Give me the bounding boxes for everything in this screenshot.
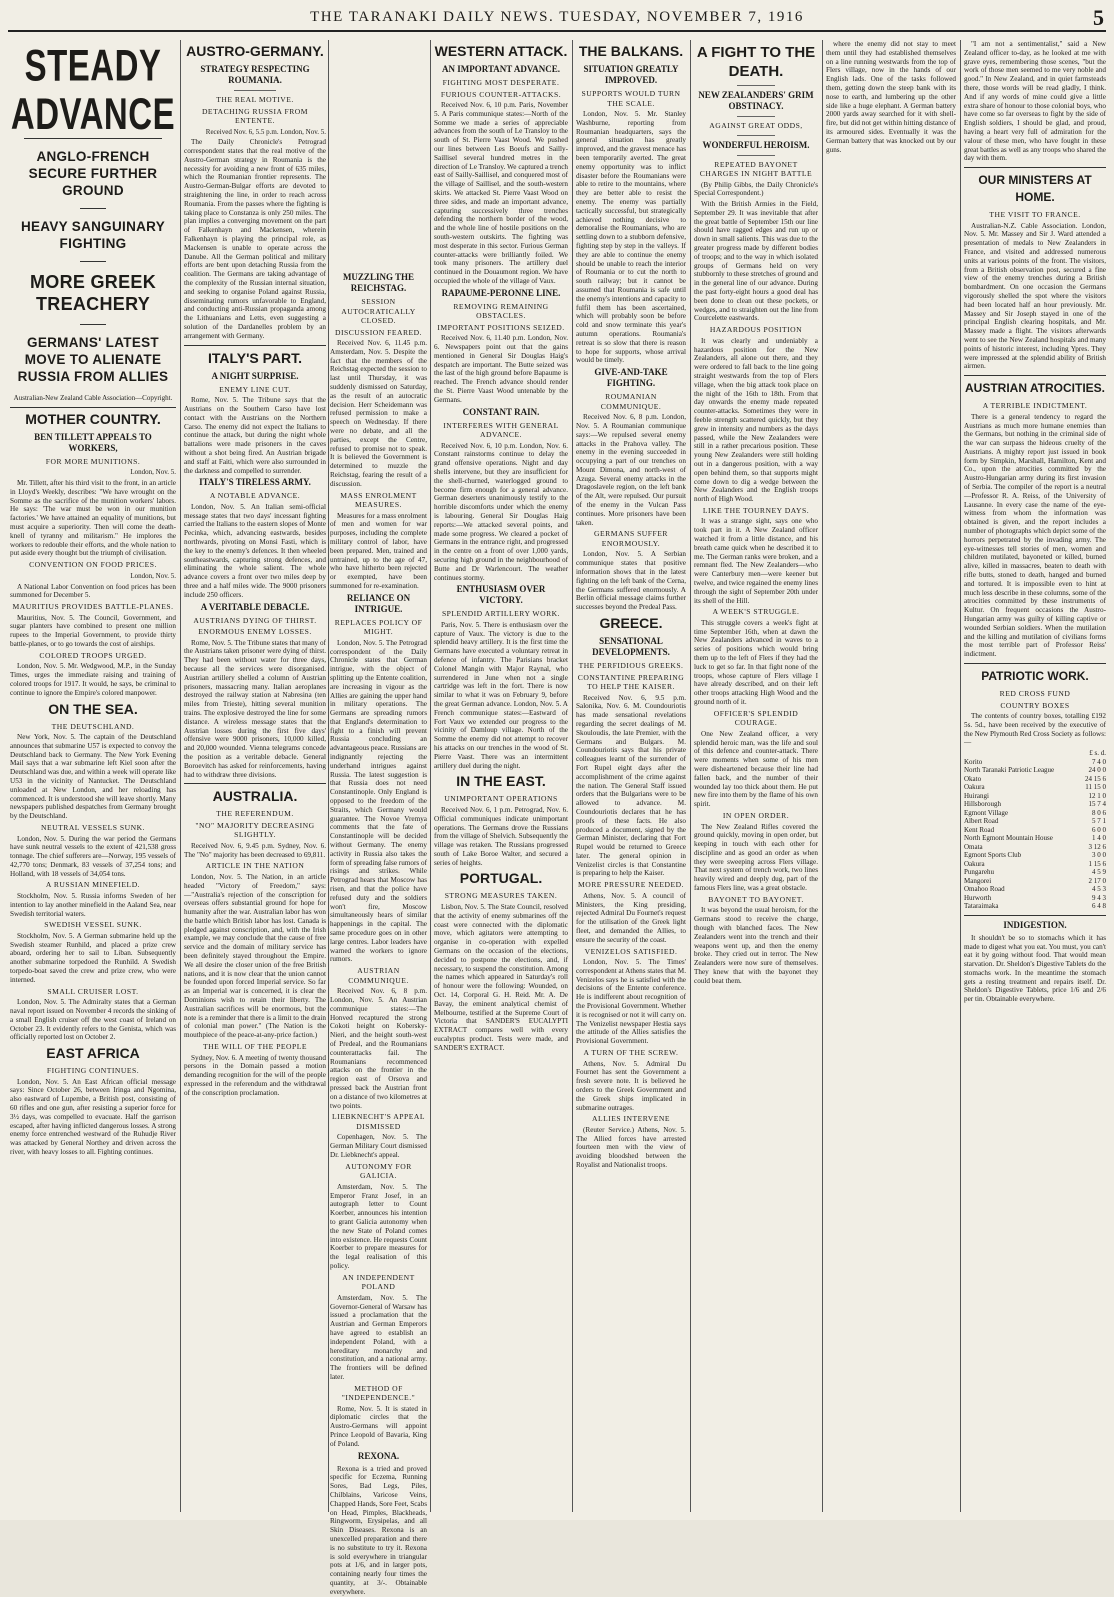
fund-amount: 3 0 0 [1092, 851, 1106, 860]
headline-australia: AUSTRALIA. [212, 788, 298, 805]
fund-row [964, 894, 1106, 903]
headline-greece: GREECE. [599, 615, 663, 632]
fund-amount: 7 4 0 [1092, 757, 1106, 766]
headline-reichstag: MUZZLING THE REICHSTAG. [342, 272, 415, 293]
headline-fight-to-death: A FIGHT TO THE DEATH. [696, 44, 816, 80]
masthead-title: THE TARANAKI DAILY NEWS. TUESDAY, NOVEMBER 7, 1916 [310, 9, 804, 25]
headline-nation-article: ARTICLE IN THE NATION [205, 861, 305, 871]
headline-red-cross: RED CROSS FUND [999, 689, 1071, 699]
headline-portugal: PORTUGAL. [459, 870, 543, 887]
article-text: London, Nov. 5. The Admiralty states that a German naval report issued on November 4 records the sinking of a small English cruiser off the west coast of Ireland on October 23. It evidently refers to the Genista, which was officially reported lost on October 2. [10, 998, 176, 1042]
headline-important-advance: AN IMPORTANT ADVANCE. [442, 64, 560, 74]
headline-unimportant-ops: UNIMPORTANT OPERATIONS [444, 794, 558, 804]
headline-notable-advance: A NOTABLE ADVANCE. [209, 491, 301, 501]
article-text: It was clearly and undeniably a hazardous position for the New Zealanders, all alone out there, and they were ordered to fall back to the line going straight westwards from the top of Flers village, when the big attack took place on the night of the 16th to 18th. From that day onwards the enemy made repeated counter-attacks. Sometimes they were in feeble strength scattered quickly, but they grew in intensity and numbers as the days passed, while the New Zealanders were still in a rather precarious position. These young New Zealanders were still holding out in a dangerous position, with a way open behind them, so that supports might come down to dig a wedge between the New Zealanders and the English troops north of High Wood. [694, 336, 818, 504]
headline-liebknecht: LIEBKNECHT'S APPEAL DISMISSED [332, 1112, 425, 1131]
article-text: Rome, Nov. 5. It is stated in diplomatic circles that the Austro-Germans will appoint Prince Leopold of Bavaria, King of Poland. [330, 1404, 427, 1448]
article-text: Measures for a mass enrolment of men and women for war purposes, including the complete military control of labor, have been prepared. Men, trained and untrained, up to the age of 47, who have hitherto been rejected or exempted, have been summoned for re-examination. [330, 511, 427, 590]
fund-amount: 5 7 1 [1092, 817, 1106, 826]
fund-row [964, 826, 1106, 835]
article-text: This struggle covers a week's fight at time September 16th, when at dawn the New Zealanders advanced in waves to a series of positions which would bring them up to the left of Flers if they had the luck to get so far. In that fight none of the troops, whose capture of Flers village I have already described, and on their left other troops attacking High Wood and the ground north of it. [694, 618, 818, 707]
fund-amount: 1 15 6 [1088, 859, 1106, 868]
column-rule [822, 40, 823, 1512]
dateline: Received Nov. 6, 5.5 p.m. London, Nov. 5. [205, 127, 326, 136]
fund-row [964, 851, 1106, 860]
article-text: Sydney, Nov. 6. A meeting of twenty thousand persons in the Domain passed a motion demanding recognition for the will of the people expressed in the referendum and the withdrawal of the conscription proclamation. [184, 1053, 326, 1097]
article-text: The contents of country boxes, totalling £192 5s. 5d., have been received by the executive of the New Plymouth Red Cross Society as follows:— [964, 712, 1106, 747]
fund-name: Huirangi [964, 791, 989, 800]
headline-country-boxes: COUNTRY BOXES [1000, 700, 1070, 710]
headline-munitions: FOR MORE MUNITIONS. [45, 456, 141, 466]
headline-positions-seized: IMPORTANT POSITIONS SEIZED. [437, 322, 565, 332]
fund-row [964, 868, 1106, 877]
subhead-4: GERMANS' LATEST MOVE TO ALIENATE RUSSIA FROM ALLIES [17, 335, 169, 384]
headline-swedish-vessel: SWEDISH VESSEL SUNK. [44, 920, 142, 930]
article-text: London, Nov. 5. The Petrograd correspondent of the Daily Chronicle states that German intrigue, with the object of splitting up the Entente coalition, are increasing in vigour as the Allies are gaining the upper hand in military operations. The Germans are spreading rumors that England's determination to fight to a finish will prevent Russia concluding an advantageous peace. Russians are indignantly rejecting the underhand intrigues against Russia. The latest suggestion is that Russia does not need Constantinople. Only England is opposed to the freedom of the Straits, which Germany would guarantee. The Novoe Vremya comments that the fate of Constantinople will be decided without Germany. The enemy activity in Russia also takes the form of spreading false rumors of risings and strikes. While Petrograd hears that Moscow has risen, and that the police have refused duty and the soldiers won't fire, Moscow simultaneously hears of similar happenings in the capital. The same procedure goes on in other large centres. Labor leaders have warned the workers to ignore rumors. [330, 638, 427, 964]
column-5 [576, 40, 686, 1512]
column-rule [572, 40, 573, 1512]
fund-row [964, 792, 1106, 801]
headline-great-odds: AGAINST GREAT ODDS, [709, 121, 803, 130]
dateline: London, Nov. 5. [130, 571, 176, 580]
headline-fighting-continues: FIGHTING CONTINUES. [46, 1066, 140, 1076]
headline-strong-measures: STRONG MEASURES TAKEN. [444, 891, 558, 901]
article-text: London, Nov. 5. Mr. Stanley Washburne, reporting from Roumanian headquarters, says the general situation has greatly improved, and the gravest menace has been temporarily averted. The great enemy opportunity was to inflict disaster before the Roumanians were able to retire to the mountains, where they are better able to resist the enemy. The enemy was partially tactically successful, but strategically achieved nothing decisive to demoralise the Roumanians, who are settling down to a stubborn defensive, fighting step by step in the valleys. If they are able to continue the enemy should be unable to reach the interior of Roumania or to cut the north to south railway; but it cannot be assumed that Roumania is safe until the enemy's intentions and capacity to fulfil them has been ascertained, which will probably soon be before cold and snow terminate this year's autumn operations. Roumania's retreat is so slow that there is reason to hope for supports, whose arrival would be timely. [576, 110, 686, 365]
headline-bayonet-charges: REPEATED BAYONET CHARGES IN NIGHT BATTLE [699, 159, 813, 178]
headline-mass-enrolment: MASS ENROLMENT MEASURES. [340, 490, 417, 510]
headline-in-the-east: IN THE EAST. [456, 773, 546, 790]
headline-italys-part: ITALY'S PART. [207, 349, 303, 366]
article-text: One New Zealand officer, a very splendid heroic man, was the life and soul of this defence and counter-attack. There were moments when some of his men were disheartened because their line had fallen back, and the number of their wounded lay too thick about them. He put new fire into them by the flame of his own spirit. [694, 729, 818, 809]
headline-constant-rain: CONSTANT RAIN. [462, 406, 540, 417]
headline-wonderful-heroism: WONDERFUL HEROISM. [702, 139, 810, 150]
headline-strategy: STRATEGY RESPECTING ROUMANIA. [200, 64, 310, 85]
headline-mauritius: MAURITIUS PROVIDES BATTLE-PLANES. [12, 602, 174, 612]
fund-row [964, 775, 1106, 784]
headline-on-the-sea: ON THE SEA. [48, 700, 138, 717]
article-text: Amsterdam, Nov. 5. The Emperor Franz Josef, in an autograph letter to Count Koerber, announces his intention to grant Galicia autonomy when the new State of Poland comes into existence. He requests Count Koerber to prepare measures for the legal realisation of this policy. [330, 1182, 427, 1270]
fund-name: Pungarehu [964, 868, 994, 877]
headline-ministers-home: OUR MINISTERS AT HOME. [978, 173, 1092, 205]
headline-neutral-vessels: NEUTRAL VESSELS SUNK. [41, 823, 145, 832]
fund-amount: 6 4 8 [1092, 902, 1106, 911]
fund-name: Omahoo Road [964, 885, 1005, 894]
headline-replaces-might: REPLACES POLICY OF MIGHT. [334, 617, 423, 637]
headline-perfidious: THE PERFIDIOUS GREEKS. [578, 661, 684, 671]
fund-amount: 9 4 3 [1092, 893, 1106, 902]
fund-name: Hillsborough [964, 800, 1001, 809]
subhead-1: ANGLO-FRENCH SECURE FURTHER GROUND [28, 149, 158, 198]
column-2 [184, 40, 326, 1512]
headline-patriotic-work: PATRIOTIC WORK. [981, 669, 1089, 684]
headline-open-order: IN OPEN ORDER. [722, 811, 790, 820]
column-1 [10, 40, 176, 1512]
article-text: where the enemy did not stay to meet them until they had established themselves on a line running westwards from the top of Flers village, now in the hands of our English lads. One of the tasks followed them, getting down the steep bank with its nose to earth, and lumbering up the other side like a huge elephant. A German battery 2000 yards away searched for it with shell-fire, but did not get within hitting distance of its armoured sides. Eventually it was the German battery that was knocked out by our guns. [826, 40, 956, 154]
fund-row [964, 834, 1106, 843]
fund-row [964, 758, 1106, 767]
headline-east-africa: EAST AFRICA [46, 1045, 140, 1062]
fund-name: Oakura [964, 859, 985, 868]
article-text: Athens, Nov. 5. A council of Ministers, the King presiding, rejected Admiral Du Fournet's request for the utilisation of the Greek light fleet, and demanded the Allies, to ensure the security of the coast. [576, 891, 686, 944]
headline-hazardous: HAZARDOUS POSITION [709, 325, 803, 335]
headline-tourney-days: LIKE THE TOURNEY DAYS. [702, 505, 810, 515]
fund-name: Egmont Village [964, 808, 1008, 817]
fund-name: Oakura [964, 783, 985, 792]
fund-amount: 24 0 0 [1088, 766, 1106, 775]
article-text: Athens, Nov. 5. Admiral Du Fournet has sent the Government a fresh severe note. It is believed he orders to the Greek Government and the Greek ships implicated in submarine outrages. [576, 1059, 686, 1112]
fund-amount: 11 15 0 [1085, 783, 1106, 792]
headline-colored-troops: COLORED TROOPS URGED. [39, 650, 147, 660]
headline-tillett: BEN TILLETT APPEALS TO WORKERS, [34, 431, 152, 453]
fund-amount: 2 17 0 [1088, 876, 1106, 885]
headline-fighting-desperate: FIGHTING MOST DESPERATE. [442, 78, 560, 87]
advertisement-text: It shouldn't be so to stomachs which it has made to digest what you eat. You must, you can't eat it by going without food. That would mean starvation. Dr. Sheldon's Digestive Tablets do the stomachs work. In the meantime the stomach gets a resting treatment and repairs itself. Dr. Sheldon's Digestive Tablets, price 1/6 and 2/6 per tin. Obtainable everywhere. [964, 933, 1106, 1004]
article-text: Mr. Tillett, after his third visit to the front, in an article in Lloyd's Weekly, describes: "We have wrought on the Somme as the sacrifice of the munition workers' labors. He says: 'The war must be won in our munition factories.' We have attained an equality of munitions, but must acquire a superiority. Then will come the death-knell of tyranny and militarism." He implores the workers to redouble their efforts, and the whole nation to put aside every thought but the triumph of civilisation. [10, 479, 176, 558]
fund-name: Omata [964, 842, 983, 851]
headline-bapaume-line: RAPAUME-PERONNE LINE. [441, 287, 561, 298]
fund-amount: 6 0 0 [1092, 825, 1106, 834]
article-text: "I am not a sentimentalist," said a New Zealand officer to-day, as he looked at me with grave eyes, remembering those scenes, "but the work of those men seemed to me very noble and good." In New Zealand, and in quiet farmsteads there, those words will be read gladly, I think. And if any words of mine could give a little extra share of honour to those colonial boys, who have come so far overseas to fight by the side of English soldiers, I should be glad, and proud, having a heart very full of admiration for the valour of these men, who have fought in these great battles as well as any troops who shared the day with them. [964, 40, 1106, 163]
article-text: Received Nov. 6, 8 p.m. London, Nov. 5. An Austrian communique states:—The Honved recaptured the strong Cokoti height on Kobersky-Nieri, and the height south-west of Predeal, and the Roumanians counterattacks fail. The Roumanians recommenced attacks on the frontier in the region east of Orsova and pressed back the Austrian front on a distance of two kilometres at two points. [330, 987, 428, 1110]
fund-row [964, 902, 1106, 911]
headline-interferes: INTERFERES WITH GENERAL ADVANCE. [443, 420, 559, 440]
headline-western-attack: WESTERN ATTACK. [434, 43, 568, 59]
masthead [8, 4, 1106, 32]
article-text: Received Nov. 6, 1 p.m. Petrograd, Nov. 6. Official communiques indicate unimportant operations. The Germans drove the Russians from the village of Shelvich. Subsequently the village was retaken. The Russians progressed south of Lake Boroe Walter, and secured a series of heights. [434, 805, 568, 867]
headline-debacle: A VERITABLE DEBACLE. [200, 601, 310, 612]
article-text: Received Nov. 6, 10 p.m. Paris, November 5. A Paris communique states:—North of the Somme we made a series of appreciable advances from the south of Le Transloy to the south of St. Pierre Vaast Wood. We pushed our lines between Les Boeufs and Sailly-Saillisel several hundred metres in the direction of Le Transloy. We captured a trench east of Sailly-Saillisel, and conquered most of the village of Saillisel, and the south-western skirts. We attacked St. Pierre Vaast Wood on three sides, and made an important advance, capturing successively three trenches defending the northern border of the wood, and the whole line of hostile positions on the south-western outskirts. The fighting was most desperate in this sector. Furious German counter-attacks were brilliantly foiled. We took many prisoners. The artillery duel continued in the Douaumont region. We have occupied the whole of the village of Vaux. [434, 101, 568, 285]
headline-deutschland: THE DEUTSCHLAND. [51, 721, 135, 731]
headline-allies-intervene: ALLIES INTERVENE [591, 1114, 671, 1124]
article-text: New York, Nov. 5. The captain of the Deutschland announces that submarine U57 is expected to convoy the Deutschland back to Germany. The New York Evening Mail says that a war submarine left Kiel soon after the Deutschland was due, and within a week will operate like U53 in the vicinity of Nantucket. The Deutschland unloaded at New London, and her reloading has commenced. It is understood she will leave shortly. Many newspapers published despatches from Germany brought by the Deutschland. [10, 733, 177, 821]
fund-name: Tataraimaka [964, 902, 999, 911]
article-text: Received Nov. 6, 11.40 p.m. London, Nov. 6. Newspapers point out that the gains mentioned in General Sir Douglas Haig's despatch are important. The Butte seized was the last of the high ground before Bapaume is reached. The French advance should render the St. Pierre Vaast Wood untenable by the Germans. [434, 334, 568, 404]
fund-name: Albert Road [964, 817, 999, 826]
article-text: Received Nov. 6, 9.5 p.m. Salonika, Nov. 6. M. Coundouriotis has made sensational revelations regarding the secret dealings of M. Skouloudis, the late Premier, with the Germans and Bulgars. M. Coundouriotis says that his private colleagues learnt of the surrender of Fort Rupel eight days after the accomplishment of the crime against the nation. The General Staff issued orders that the Bulgarians were to be allowed to advance. M. Coundouriotis declares that he has proofs of these facts. He also produced a document, signed by the German Minister, declaring that Fort Rupel would be returned to Greece later. The general opinion in Venizelist circles is that Constantine is preparing to help the Kaiser. [576, 693, 686, 878]
headline-referendum: THE REFERENDUM. [216, 809, 294, 819]
headline-indigestion: INDIGESTION. [1003, 919, 1067, 930]
article-text: Rome, Nov. 5. The Tribune states that many of the Austrians taken prisoner were dying of thirst. They had been without water for three days, because all the services were disorganised. Austrian artillery shelled a column of Austrian prisoners, massacring many. Italian aeroplanes destroyed the railway station at Nabresina (ten miles from Trieste), hitting several munition trains. The explosive destroyed the line for some distance. A wireless message states that the Austrian losses during the first five days' offensive were 9000 prisoners, 10,000 killed, and 20,000 wounded. Vienna telegrams concede the position as a veritable debacle. General Boroevitch has asked for reinforcements, having had to withdraw three divisions. [184, 638, 326, 779]
headline-session-closed: SESSION AUTOCRATICALLY CLOSED. [341, 297, 416, 325]
headline-minefield: A RUSSIAN MINEFIELD. [45, 880, 141, 890]
headline-small-cruiser: SMALL CRUISER LOST. [47, 986, 139, 996]
headline-visit-france: THE VISIT TO FRANCE. [989, 210, 1081, 220]
article-text: Lisbon, Nov. 5. The State Council, resolved that the activity of enemy submarines off the coast were connected with the diplomatic move, which agitators were attempting to organise in co-operation with expelled Germans on the occasion of the elections, decided to postpone the elections, and, if necessary, to suspend the constitution. Among the names which appeared in Saturday's roll of honour were the following: Wounded, on Oct. 14, Corporal G. H. Reid. Mr. A. De Bavay, the eminent analytical chemist of Melbourne, testified at the Supreme Court of Victoria that SANDER'S EUCALYPTI EXTRACT compares well with every eucalyptus product. Tests were made, and SANDER'S EXTRACT. [434, 902, 568, 1052]
fund-row [964, 877, 1106, 886]
headline-thirst: AUSTRIANS DYING OF THIRST. [193, 615, 317, 625]
fund-amount: 3 12 6 [1088, 842, 1106, 851]
headline-food-prices: CONVENTION ON FOOD PRICES. [29, 560, 157, 570]
fund-name: Egmont Sports Club [964, 851, 1022, 860]
column-3 [330, 270, 428, 1596]
headline-independent-poland: AN INDEPENDENT POLAND [342, 1272, 415, 1292]
headline-removing-obstacles: REMOVING REMAINING OBSTACLES. [453, 301, 549, 321]
banner-headline: STEADY ADVANCE [10, 40, 176, 139]
column-rule [328, 40, 329, 1512]
fund-row [964, 817, 1106, 826]
article-text: Received Nov. 6, 8 p.m. London, Nov. 5. A Roumanian communique says:—We repulsed several enemy attacks in the Prahova valley. The enemy in the evening succeeded in occupying a part of our trenches on Mount Dimona, and north-west of Azuga. Several enemy attacks in the Dragoslavele region, on the left bank of the Alt, were repulsed. Our pursuit of the enemy in the Vulcan Pass continues. More prisoners have been taken. [576, 413, 686, 527]
headline-balkans: THE BALKANS. [578, 43, 684, 59]
headline-austrian-communique: AUSTRIAN COMMUNIQUE. [348, 966, 409, 985]
fund-name: Korito [964, 757, 983, 766]
article-text: Stockholm, Nov. 5. A German submarine held up the Swedish steamer Runhild, and placed a prize crew aboard, ordering her to sail to Liban. Subsequently another submarine torpedoed the Runhild. A Swedish torpedo-boat saved the crew and prize crew, who were interned. [10, 931, 176, 984]
fund-row [964, 800, 1106, 809]
article-text: London, Nov. 5. An Italian semi-official message states that two days' incessant fighting carried the Italians to the eastern slopes of Monte Pecinka, which, advancing eastwards, besides northwards, pivoting on Monsi Fasti, which is the key to the enemy's defences. It then wheeled southeastwards, capturing strong defences, and eliminating the whole salient. The whole advance covers a front over two miles deep by three and a half miles wide. The 9000 prisoners include 250 officers. [184, 502, 326, 599]
headline-enthusiasm: ENTHUSIASM OVER VICTORY. [456, 584, 546, 606]
fund-row [964, 783, 1106, 792]
article-text: It was beyond the usual heroism, for the Germans stood to receive the charge, though with blanched faces. The New Zealanders went into the trench and their weapons went up, and then the enemy broke. They cried out in terror. The New Zealanders were now sure of themselves. They knew that with the bayonet they could beat them. [694, 906, 818, 985]
headline-reliance-intrigue: RELIANCE ON INTRIGUE. [346, 592, 411, 614]
headline-germans-suffer: GERMANS SUFFER ENORMOUSLY. [594, 529, 668, 548]
fund-row [964, 860, 1106, 869]
article-text: Received Nov. 6, 11.45 p.m. Amsterdam, Nov. 5. Despite the fact that the members of the Reichstag expected the session to last until Thursday, it was suddenly dismissed on Saturday, as the result of an autocratic decision. Herr Scheidemann was refused permission to make a speech on Wednesday. If there were no debate, and all the parties, except the Centre, refused to promise not to speak. It is believed the Government is determined to muzzle the Reichstag, fearing the result of a discussion. [330, 339, 427, 488]
headline-enemy-losses: ENORMOUS ENEMY LOSSES. [198, 627, 312, 637]
headline-grim-obstinacy: NEW ZEALANDERS' GRIM OBSTINACY. [698, 90, 814, 111]
headline-officer-courage: OFFICER'S SPLENDID COURAGE. [713, 708, 799, 728]
article-text: London, Nov. 5. The Times' correspondent at Athens states that M. Venizelos says he is satisfied with the decisions of the Entente conference. He is indifferent about recognition of the Provisional Government. Whether it is recognised or not it will carry on. The Venizelist newspaper Hestia says the attitude of the Allies satisfies the Provisional Government. [576, 958, 686, 1046]
cable-credit: Australian-New Zealand Cable Association—Copyright. [13, 394, 173, 402]
headline-austrian-atrocities: AUSTRIAN ATROCITIES. [965, 381, 1105, 396]
subhead-3: MORE GREEK TREACHERY [29, 272, 156, 314]
article-text: (Reuter Service.) Athens, Nov. 5. The Allied forces have arrested fourteen men with the view of avoiding bloodshed between the Royalist and Nationalist troops. [576, 1125, 686, 1169]
fund-row [964, 809, 1106, 818]
fund-amount: 15 7 4 [1088, 800, 1106, 809]
fund-header: £ s. d. [1089, 749, 1106, 758]
headline-will-of-people: THE WILL OF THE PEOPLE [202, 1042, 308, 1052]
headline-discussion-feared: DISCUSSION FEARED. [334, 327, 423, 337]
headline-enemy-line-cut: ENEMY LINE CUT. [219, 384, 291, 394]
headline-sensational: SENSATIONAL DEVELOPMENTS. [592, 636, 670, 658]
byline: (By Philip Gibbs, the Daily Chronicle's Special Correspondent.) [694, 180, 818, 198]
headline-turn-of-screw: A TURN OF THE SCREW. [583, 1048, 679, 1058]
article-text: London, Nov. 5. A Serbian communique states that positive information shows that in the latest fighting on the left bank of the Cerna, the Germans suffered enormously. A Berlin official message claims further successes beyond the Predeal Pass. [576, 550, 686, 612]
headline-artillery-work: SPLENDID ARTILLERY WORK. [441, 609, 561, 619]
column-rule [430, 40, 431, 1512]
column-6 [694, 40, 818, 1512]
headline-tireless-army: ITALY'S TIRELESS ARMY. [199, 477, 311, 488]
article-text: A National Labor Convention on food prices has been summoned for December 5. [10, 582, 176, 600]
headline-night-surprise: A NIGHT SURPRISE. [211, 370, 299, 381]
fund-name: Okato [964, 774, 982, 783]
article-text: With the British Armies in the Field, September 29. It was inevitable that after the great battle of September 15th our line should have ragged edges and run up or down in small salients. This was due to the greater progress made by different bodies of troops; and to the way in which isolated groups of Germans held on very stubbornly to these stretches of ground and in the general line of our advance. During the past forty-eight hours a good deal has been done to clean out these pockets, or wedges, and to straighten out the line from Courcelette eastwards. [694, 200, 818, 323]
fund-row [964, 885, 1106, 894]
headline-roumanian-communique: ROUMANIAN COMMUNIQUE. [600, 392, 662, 411]
headline-austro-germany: AUSTRO-GERMANY. [186, 43, 324, 59]
article-text: Mauritius, Nov. 5. The Council, Government, and sugar planters have combined to present one million rupees to the Imperial Government, to provide thirty battle-planes, or to go towards the cost of airships. [10, 613, 176, 649]
headline-constantine: CONSTANTINE PREPARING TO HELP THE KAISER. [577, 672, 685, 692]
article-text: Received Nov. 6, 9.45 p.m. Sydney, Nov. 6. The "No" majority has been decreased to 69,811. [184, 841, 326, 859]
headline-mother-country: MOTHER COUNTRY. [25, 410, 161, 427]
headline-situation-improved: SITUATION GREATLY IMPROVED. [583, 64, 679, 85]
headline-bayonet-to-bayonet: BAYONET TO BAYONET. [708, 894, 804, 904]
fund-amount: 4 5 3 [1092, 885, 1106, 894]
fund-name: Kent Road [964, 825, 995, 834]
fund-amount: 4 5 9 [1092, 868, 1106, 877]
headline-detaching: DETACHING RUSSIA FROM ENTENTE. [201, 106, 309, 125]
article-text: London, Nov. 5. The Nation, in an article headed "Victory of Freedom," says:—"Australia's rejection of the conscription for overseas offers substantial ground for hope for humanity after the war. Australian labor has won the battle which British labor has lost. Canada is pledged against conscription, and, with the Irish example, we may conclude that the cause of free service and the domain of military service has been definitely stayed throughout the Empire. We all desire the closer union of the free British nations, and it is now clear that the union cannot be founded upon forced Imperial service. So far as an Imperial war is concerned, it is clear the Dominions wish to retain their liberty. The Australian sacrifices will be enormous, but the note is a reminder that there is a limit to the drain of colonial man power." (The Nation is the mouthpiece of the peace-at-any-price faction.) [184, 872, 326, 1040]
headline-give-and-take: GIVE-AND-TAKE FIGHTING. [594, 367, 668, 389]
article-text: Rome, Nov. 5. The Tribune says that the Austrians on the Southern Carso have lost contact with the Austrians on the Northern Carso. The enemy did not expect the Italians to continue the attack, but during the night whole battalions were made prisoners in the caves without a shot being fired. An Austrian brigade and staff at Faiti, which were also surrounded in the darkness and compelled to surrender. [184, 396, 326, 475]
fund-name: North Taranaki Patriotic League [964, 766, 1055, 775]
article-text: There is a general tendency to regard the Austrians as much more humane enemies than the Germans, but nothing in the criminal side of the war can surpass the hideous cruelty of the Austrians. A mighty report just issued in book form by Simpkin, Marshall, Hamilton, Kent and Co., upon the atrocities committed by the Austro-Hungarian army during its first invasion of Serbia. The compiler of the report is a neutral—Professor R. A. Reiss, of the University of Lausanne. In every case the name of the eye-witness from whom the information was obtained is given, and the report includes a number of photographs which depict some of the horrors perpetrated by the invading army. The eye-witnesses tell stories of men, women and children mutilated, bayoneted or killed, burned alive, killed in massacres, beaten to death with rifle butts, stoned to death, hanged and burned and tortured. It is impossible even to hint at much less describe in these columns, some of the atrocities committed by these instruments of Kultur. On frequent occasions the Austro-Hungarian army was guilty of killing captive or wounded Serbian soldiers. When the mutilation and the killing and mutilation of civilians forms the most terrible part of Professor Reiss' indictment. [964, 412, 1106, 659]
column-rule [960, 40, 961, 1512]
fund-name: Hurworth [964, 893, 992, 902]
article-text: London, Nov. 5. Mr. Wedgwood, M.P., in the Sunday Times, urges the immediate raising and training of colored troops for 1917. It would, he says, be criminal to continue to ignore the Empire's colored manpower. [10, 662, 176, 697]
headline-independence-method: METHOD OF "INDEPENDENCE." [341, 1383, 416, 1403]
column-4 [434, 40, 568, 1512]
article-text: London, Nov. 5. An East African official message says: Since October 26, between Iringa and Ngomina, also eastward of Lupembe, a British post, consisting of 60 rifles and one gun, after resisting a superior force for 3½ days, was compelled to evacuate. Half the garrison escaped, after having inflicted dangerous losses. A strong enemy force entrenched westward of the Ruhudje River was attacked by General Northey and driven across the river, with heavy losses to all. Fighting continues. [10, 1077, 176, 1157]
headline-weeks-struggle: A WEEK'S STRUGGLE. [712, 607, 800, 617]
fund-row [964, 843, 1106, 852]
headline-majority: "NO" MAJORITY DECREASING SLIGHTLY. [195, 820, 315, 840]
article-text: The Daily Chronicle's Petrograd correspondent states that the real motive of the Austro-German strategy in Roumania is the necessity for avoiding a new front of 635 miles, which the Roumanian frontier represents. The Austro-German-Bulgar efforts are devoted to straightening the line, in order to reach across Roumania. From the passes where the fighting is taking place to Constanza is only 250 miles. The plan implies a converging movement on the part of Falkenhayn and Mackensen, wherein Falkenhayn is playing the principal role, as Mackensen is unable to operate across the Danube. All the German political and military efforts are bent upon detaching Russia from the coalition. The Germans are taking advantage of the complexity of the Russian internal situation, and seeking to organise Poland against Russia, disseminating rumors unfavorable to England, and conducting anti-Russian propaganda among the Lithuanians and Letts, even suggesting a solution of the Dardanelles problem by an arrangement with Germany. [184, 138, 326, 340]
column-7 [826, 40, 956, 1512]
article-text: Australian-N.Z. Cable Association. London, Nov. 5. Mr. Massey and Sir J. Ward attended a presentation of medals to New Zealanders in France, and visited and addressed numerous units at various points of the front. The visitors, from a British observation post, secured a fine view of the enemy trenches during a British bombardment. On one occasion the Germans vigorously shelled the spot where the visitors had been located half an hour previously. Mr. Massey and Sir Joseph stayed in one of the principal English clearing hospitals, and Mr. Massey made a flight. The visitors afterwards went to see the New Zealand hospitals and many points of historic interest, including Ypres. They were impressed at the splendid ability of British airmen. [964, 221, 1106, 371]
article-text: Copenhagen, Nov. 5. The German Military Court dismissed Dr. Liebknecht's appeal. [330, 1133, 427, 1159]
fund-table [964, 749, 1106, 911]
headline-indictment: A TERRIBLE INDICTMENT. [982, 401, 1088, 411]
article-text: The New Zealand Rifles covered the ground quickly, moving in open order, but keeping in touch with each other for discipline and as good an order as when they were sweeping across Flers village. That next system of trench work, two lines heavily wired and deeply dug, part of the famous Flers line, was a great obstacle. [694, 822, 818, 893]
article-text: Stockholm, Nov. 5. Russia informs Sweden of her intention to lay another minefield in the Aaland Sea, near Swedish territorial waters. [10, 891, 176, 918]
headline-galicia: AUTONOMY FOR GALICIA. [345, 1161, 412, 1181]
fund-name: North Egmont Mountain House [964, 834, 1053, 843]
headline-rexona: REXONA. [357, 1450, 400, 1461]
fund-amount: 12 1 0 [1088, 791, 1106, 800]
headline-venizelos: VENIZELOS SATISFIED. [584, 946, 678, 956]
fund-name: Mangorei [964, 876, 992, 885]
headline-supports: SUPPORTS WOULD TURN THE SCALE. [581, 89, 681, 108]
headline-more-pressure: MORE PRESSURE NEEDED. [577, 880, 685, 890]
headline-counter-attacks: FURIOUS COUNTER-ATTACKS. [440, 89, 562, 99]
article-text: Amsterdam, Nov. 5. The Governor-General of Warsaw has issued a proclamation that the Austrian and German Emperors have agreed to establish an independent Poland, with a hereditary monarchy and constitution, and a national army. The frontiers will be defined later. [330, 1293, 427, 1381]
subhead-2: HEAVY SANGUINARY FIGHTING [20, 219, 166, 251]
column-rule [180, 40, 181, 1512]
advertisement-text: Rexona is a tried and proved specific for Eczema, Running Sores, Bad Legs, Piles, Chilblains, Varicose Veins, Chapped Hands, Sore Feet, Scabs on Head, Pimples, Blackheads, Ringworm, Erysipelas, and all Skin Diseases. Rexona is an unexcelled preparation and there is no substitute to try it. Rexona is sold everywhere in triangular pots at 1/6, and in larger pots, containing nearly four times the quantity, at 3/-. Obtainable everywhere. [330, 1464, 428, 1596]
dateline: London, Nov. 5. [130, 468, 176, 477]
article-text: It was a strange sight, says one who took part in it. A New Zealand officer watched it from a little distance, and his breath came quick when he described it to me. The German ranks were broken, and a remnant fled. The New Zealanders—who were Canterbury men—were keener but twelve, and twice regained the enemy lines through the sight of September 20th under its shell of the Hill. [694, 517, 818, 605]
column-8 [964, 40, 1106, 1512]
fund-row [964, 766, 1106, 775]
article-text: London, Nov. 5. During the war period the Germans have sunk neutral vessels to the extent of 421,538 gross tonnage. The chief sufferers are—Norway, 195 vessels of 42,770 tons; Denmark, 83 vessels of 37,254 tons; and Holland, with 18 vessels of 34,054 tons. [10, 834, 176, 878]
headline-real-motive: THE REAL MOTIVE. [216, 95, 294, 104]
article-text: Received Nov. 6, 10 p.m. London, Nov. 6. Constant rainstorms continue to delay the grand offensive operations. Night and day shells intervene, but they are insufficient for the shell-churned, waterlogged ground to become firm enough for a general advance. German deserters unanimously testify to the horrible discomforts under which the enemy is labouring. General Sir Douglas Haig reports:—We attacked several points, and made some progress. We cleared a pocket of Germans in the entrance right, and progressed in the centre on a front of over 1,000 yards, securing high ground in the neighbourhood of Butte and Dr Warlencourt. The weather continues stormy. [434, 441, 568, 582]
page-number: 5 [1093, 5, 1104, 30]
fund-amount: 8 0 6 [1092, 808, 1106, 817]
article-text: Paris, Nov. 5. There is enthusiasm over the capture of Vaux. The victory is due to the splendid heavy artillery. It is the first time the Germans have executed a voluntary retreat in defence of infantry. The Parisians bracket Colonel Mangin with Major Raynal, who surrendered in June when not a single cartridge was left in the fort. There is now similar to what it was on February 9, before the great German advance. London, Nov. 5. A French communique states:—Eastward of Fort Vaux we extended our progress to the vicinity of Damloup village. North of the Somme the enemy did not attempt to recover his attacks on our trenches in the wood of St. Pierre Vaast. There was an intermittent artillery duel during the night. [434, 620, 568, 770]
fund-amount: 1 4 0 [1092, 834, 1106, 843]
fund-amount: 24 15 6 [1085, 774, 1106, 783]
column-rule [690, 40, 691, 1512]
